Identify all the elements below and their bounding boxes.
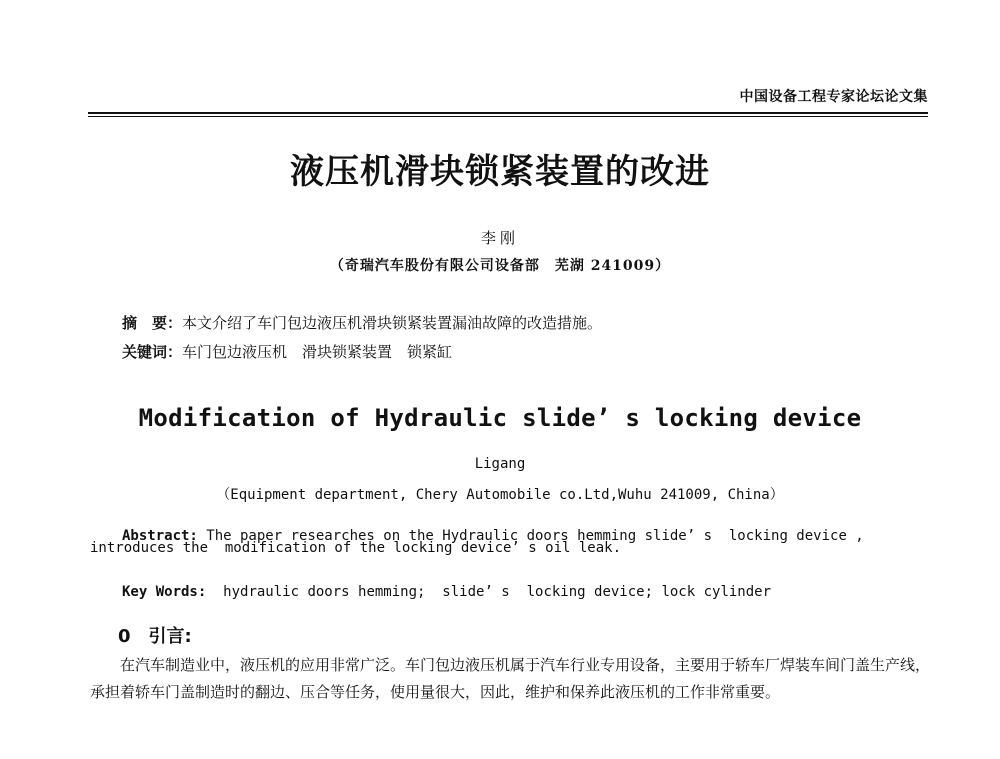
abstract-chinese [122, 312, 602, 333]
abstract-text-english-line1: The paper researches on the Hydraulic doors hemming slide’ s locking device , [197, 528, 864, 544]
keywords-text-english: hydraulic doors hemming; slide’ s locking device; lock cylinder [206, 584, 772, 600]
abstract-text-english-line2: introduces the modification of the locking device’ s oil leak. [90, 540, 622, 556]
abstract-label-english: Abstract: [122, 528, 198, 544]
intro-paragraph: 在汽车制造业中，液压机的应用非常广泛。车门包边液压机属于汽车行业专用设备，主要用于轿车厂焊装车间门盖生产线，承担着轿车门盖制造时的翻边、压合等任务，使用量很大，因此，维护和保养此液压机的工作非常重要。 [90, 656, 931, 701]
paper-title-chinese: 液压机滑块锁紧装置的改进 [290, 152, 710, 192]
keywords-label-english: Key Words: [122, 584, 207, 600]
keywords-label-chinese: 关键词： [122, 343, 183, 361]
header-rule-thin [88, 116, 928, 117]
keywords-text-chinese: 车门包边液压机 滑块锁紧装置 锁紧缸 [182, 343, 453, 361]
abstract-label-chinese: 摘 要： [122, 314, 183, 332]
journal-name: 中国设备工程专家论坛论文集 [739, 89, 928, 105]
author-english: Ligang [474, 456, 526, 472]
affiliation-chinese: （奇瑞汽车股份有限公司设备部 芜湖 241009） [329, 258, 671, 274]
intro-heading: 0 引言: [118, 626, 192, 647]
keywords-english [122, 568, 771, 600]
keywords-chinese [122, 341, 452, 362]
abstract-text-chinese: 本文介绍了车门包边液压机滑块锁紧装置漏油故障的改造措施。 [182, 314, 603, 332]
author-chinese: 李刚 [480, 229, 519, 247]
affiliation-english: （Equipment department, Chery Automobile co.Ltd,Wuhu 241009, China） [216, 487, 784, 503]
header-rule [88, 112, 928, 114]
paper-title-english: Modification of Hydraulic slide’ s locking device [138, 404, 862, 432]
